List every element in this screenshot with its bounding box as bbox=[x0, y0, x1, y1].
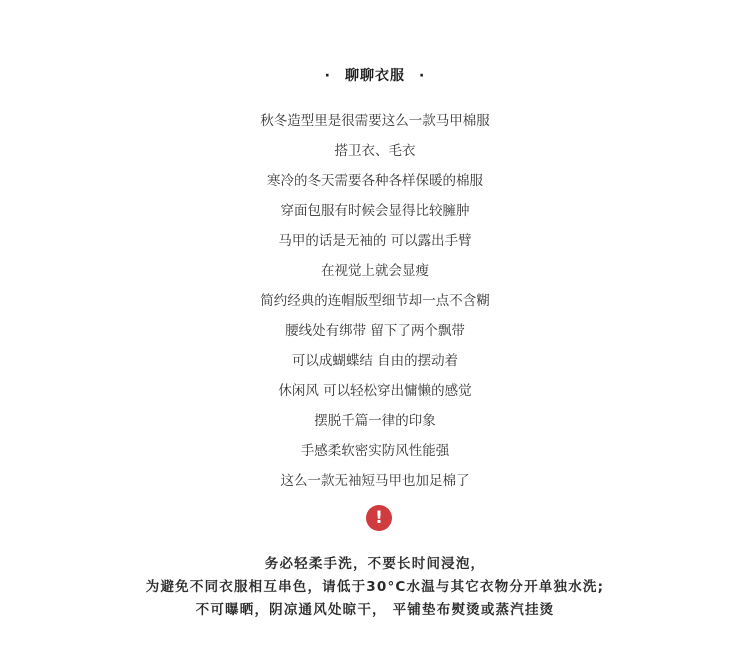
description-line: 在视觉上就会显瘦 bbox=[321, 263, 429, 279]
description-line: 摆脱千篇一律的印象 bbox=[314, 413, 436, 429]
heading-bullet-left: · bbox=[324, 68, 331, 84]
heading-title: 聊聊衣服 bbox=[345, 68, 405, 84]
description-line: 手感柔软密实防风性能强 bbox=[300, 443, 450, 459]
description-line: 这么一款无袖短马甲也加足棉了 bbox=[280, 473, 470, 489]
exclamation-icon: ! bbox=[366, 505, 392, 531]
description-line: 搭卫衣、毛衣 bbox=[334, 143, 416, 159]
description-line: 马甲的话是无袖的 可以露出手臂 bbox=[278, 233, 472, 249]
description-line: 秋冬造型里是很需要这么一款马甲棉服 bbox=[260, 113, 490, 129]
care-instruction-line: 不可曝晒，阴凉通风处晾干， 平铺垫布熨烫或蒸汽挂烫 bbox=[195, 602, 555, 618]
care-instruction-line: 务必轻柔手洗，不要长时间浸泡， bbox=[264, 556, 486, 572]
description-line: 穿面包服有时候会显得比较臃肿 bbox=[280, 203, 470, 219]
description-line: 腰线处有绑带 留下了两个飘带 bbox=[285, 323, 465, 339]
care-instructions bbox=[0, 553, 750, 622]
care-instruction-line: 为避免不同衣服相互串色，请低于30°C水温与其它衣物分开单独水洗; bbox=[145, 579, 605, 595]
description-line: 休闲风 可以轻松穿出慵懒的感觉 bbox=[278, 383, 472, 399]
section-heading bbox=[0, 66, 750, 86]
heading-bullet-right: · bbox=[419, 68, 426, 84]
description-text-block bbox=[0, 111, 750, 501]
description-line: 简约经典的连帽版型细节却一点不含糊 bbox=[260, 293, 490, 309]
description-line: 可以成蝴蝶结 自由的摆动着 bbox=[291, 353, 459, 369]
description-line: 寒冷的冬天需要各种各样保暖的棉服 bbox=[267, 173, 483, 189]
